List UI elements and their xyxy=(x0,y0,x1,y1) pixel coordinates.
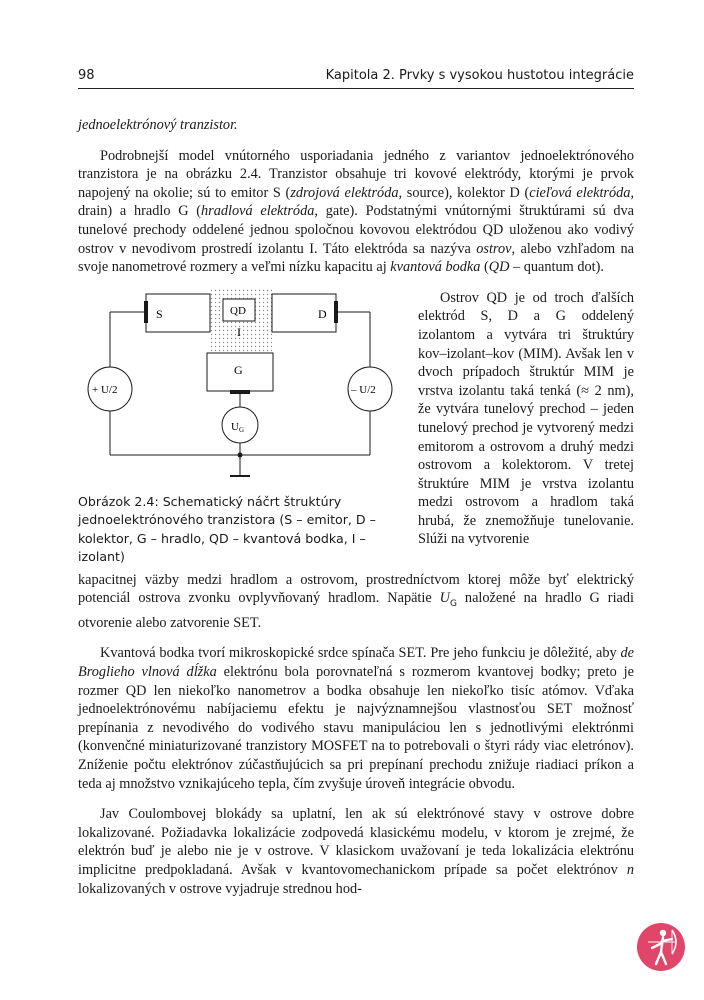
paragraph-4: Jav Coulombovej blokády sa uplatní, len ak sú elektrónové stavy v ostrove dobre lokalizované. Požiadavka lokalizácie zodpovedá klasickému modelu, v ktorom je zrejmé, že elektrón buď je alebo nie je v ostrove. V klasickom uvažovaní je teda lokalizácia elektrónu implicitne predpokladaná. Avšak v kvantovomechanickom prípade sa počet elektrónov n lokalizovaných v ostrove vyjadruje strednou hod- xyxy=(78,806,634,897)
chapter-title: Kapitola 2. Prvky s vysokou hustotou integrácie xyxy=(325,68,634,83)
figure-caption: Obrázok 2.4: Schematický náčrt štruktúry jednoelektrónového tranzistora (S – emitor, D – kolektor, G – hradlo, QD – kvantová bodka, I – izolant) xyxy=(78,493,376,565)
figure-2-4 xyxy=(78,289,410,567)
paragraph-1: Podrobnejší model vnútorného usporiadania jedného z variantov jednoelektrónového tranzistora je na obrázku 2.4. Tranzistor obsahuje tri kovové elektródy, ktorými je prvok napojený na okolie; sú to emitor S (zdrojová elektróda, source), kolektor D (cieľová elektróda, drain) a hradlo G (hradlová elektróda, gate). Podstatnými vnútornými štruktúrami sú dva tunelové prechody oddelené jednou spoločnou kovovou elektródou QD uloženou ako vodivý ostrov v nevodivom prostredí izolantu I. Táto elektróda sa nazýva ostrov, alebo vzhľadom na svoje nanometrové rozmery a veľmi nízku kapacitu aj kvantová bodka (QD – quantum dot). xyxy=(78,147,635,276)
paragraph-0: jednoelektrónový tranzistor. xyxy=(78,117,238,133)
label-i: I xyxy=(237,324,241,339)
junction-dot xyxy=(238,452,243,457)
page-header xyxy=(78,68,634,88)
label-g: G xyxy=(234,362,243,377)
gate-voltage-source xyxy=(222,407,258,443)
label-s: S xyxy=(156,306,163,321)
header-rule xyxy=(78,88,634,89)
emitor-contact xyxy=(144,301,148,323)
archer-logo-icon xyxy=(636,922,686,972)
figure-float xyxy=(78,289,634,571)
label-right-source: – U/2 xyxy=(351,383,376,396)
drain-contact xyxy=(334,301,338,323)
page-number: 98 xyxy=(78,68,95,83)
label-qd: QD xyxy=(230,304,246,317)
paragraph-3: Kvantová bodka tvorí mikroskopické srdce spínača SET. Pre jeho funkciu je dôležité, aby de Broglieho vlnová dĺžka elektrónu bola porovnateľná s rozmerom kvantovej bodky; preto je rozmer QD len niekoľko nanometrov a bodka obsahuje len niekoľko tisíc atómov. Vďaka jednoelektrónovému nabíjaciemu efektu je najvýznamnejšou vlastnosťou SET možnosť prepínania z nevodivého do vodivého stavu manipuláciou len s jednotlivými elektrónmi (konvenčné miniaturizované tranzistory MOSFET na to potrebovali o štyri rády viac eletrónov). Zníženie počtu elektrónov zúčastňujúcich sa pri prepínaní prechodu znižuje riadiaci príkon a teda aj množstvo vznikajúceho tepla, čím zvyšuje úroveň integrácie obvodu. xyxy=(78,645,634,792)
page-body xyxy=(78,116,634,910)
gate-contact xyxy=(230,390,250,394)
paragraph-2-continued: kapacitnej väzby medzi hradlom a ostrovom, prostredníctvom ktorej môže byť elektrický potenciál ostrova zvonku ovplyvňovaný hradlom. Napätie $U_G$ naložené na hradlo G riadi otvorenie alebo zatvorenie SET. xyxy=(78,571,635,631)
label-left-source: + U/2 xyxy=(92,383,118,396)
label-ug-main: U xyxy=(231,420,239,433)
side-paragraph: Ostrov QD je od troch ďalších elektród S, D a G oddelený izolantom a vytvára tri štruktúry kov–izolant–kov (MIM). Avšak len v dvoch prípadoch štruktúr MIM je vrstva izolantu taká tenká (≈ 2 nm), že vytvára tunelový prechod – jeden tunelový prechod je vytvorený medzi emitorom a ostrovom a druhý medzi ostrovom a kolektorom. V tretej štruktúre MIM je vrstva izolantu medzi ostrovom a hradlom taká hrubá, že znemožňuje tunelovanie. Slúži na vytvorenie xyxy=(418,289,634,548)
label-d: D xyxy=(318,306,327,321)
set-schematic xyxy=(78,289,410,485)
label-ug-sub: G xyxy=(238,425,245,434)
